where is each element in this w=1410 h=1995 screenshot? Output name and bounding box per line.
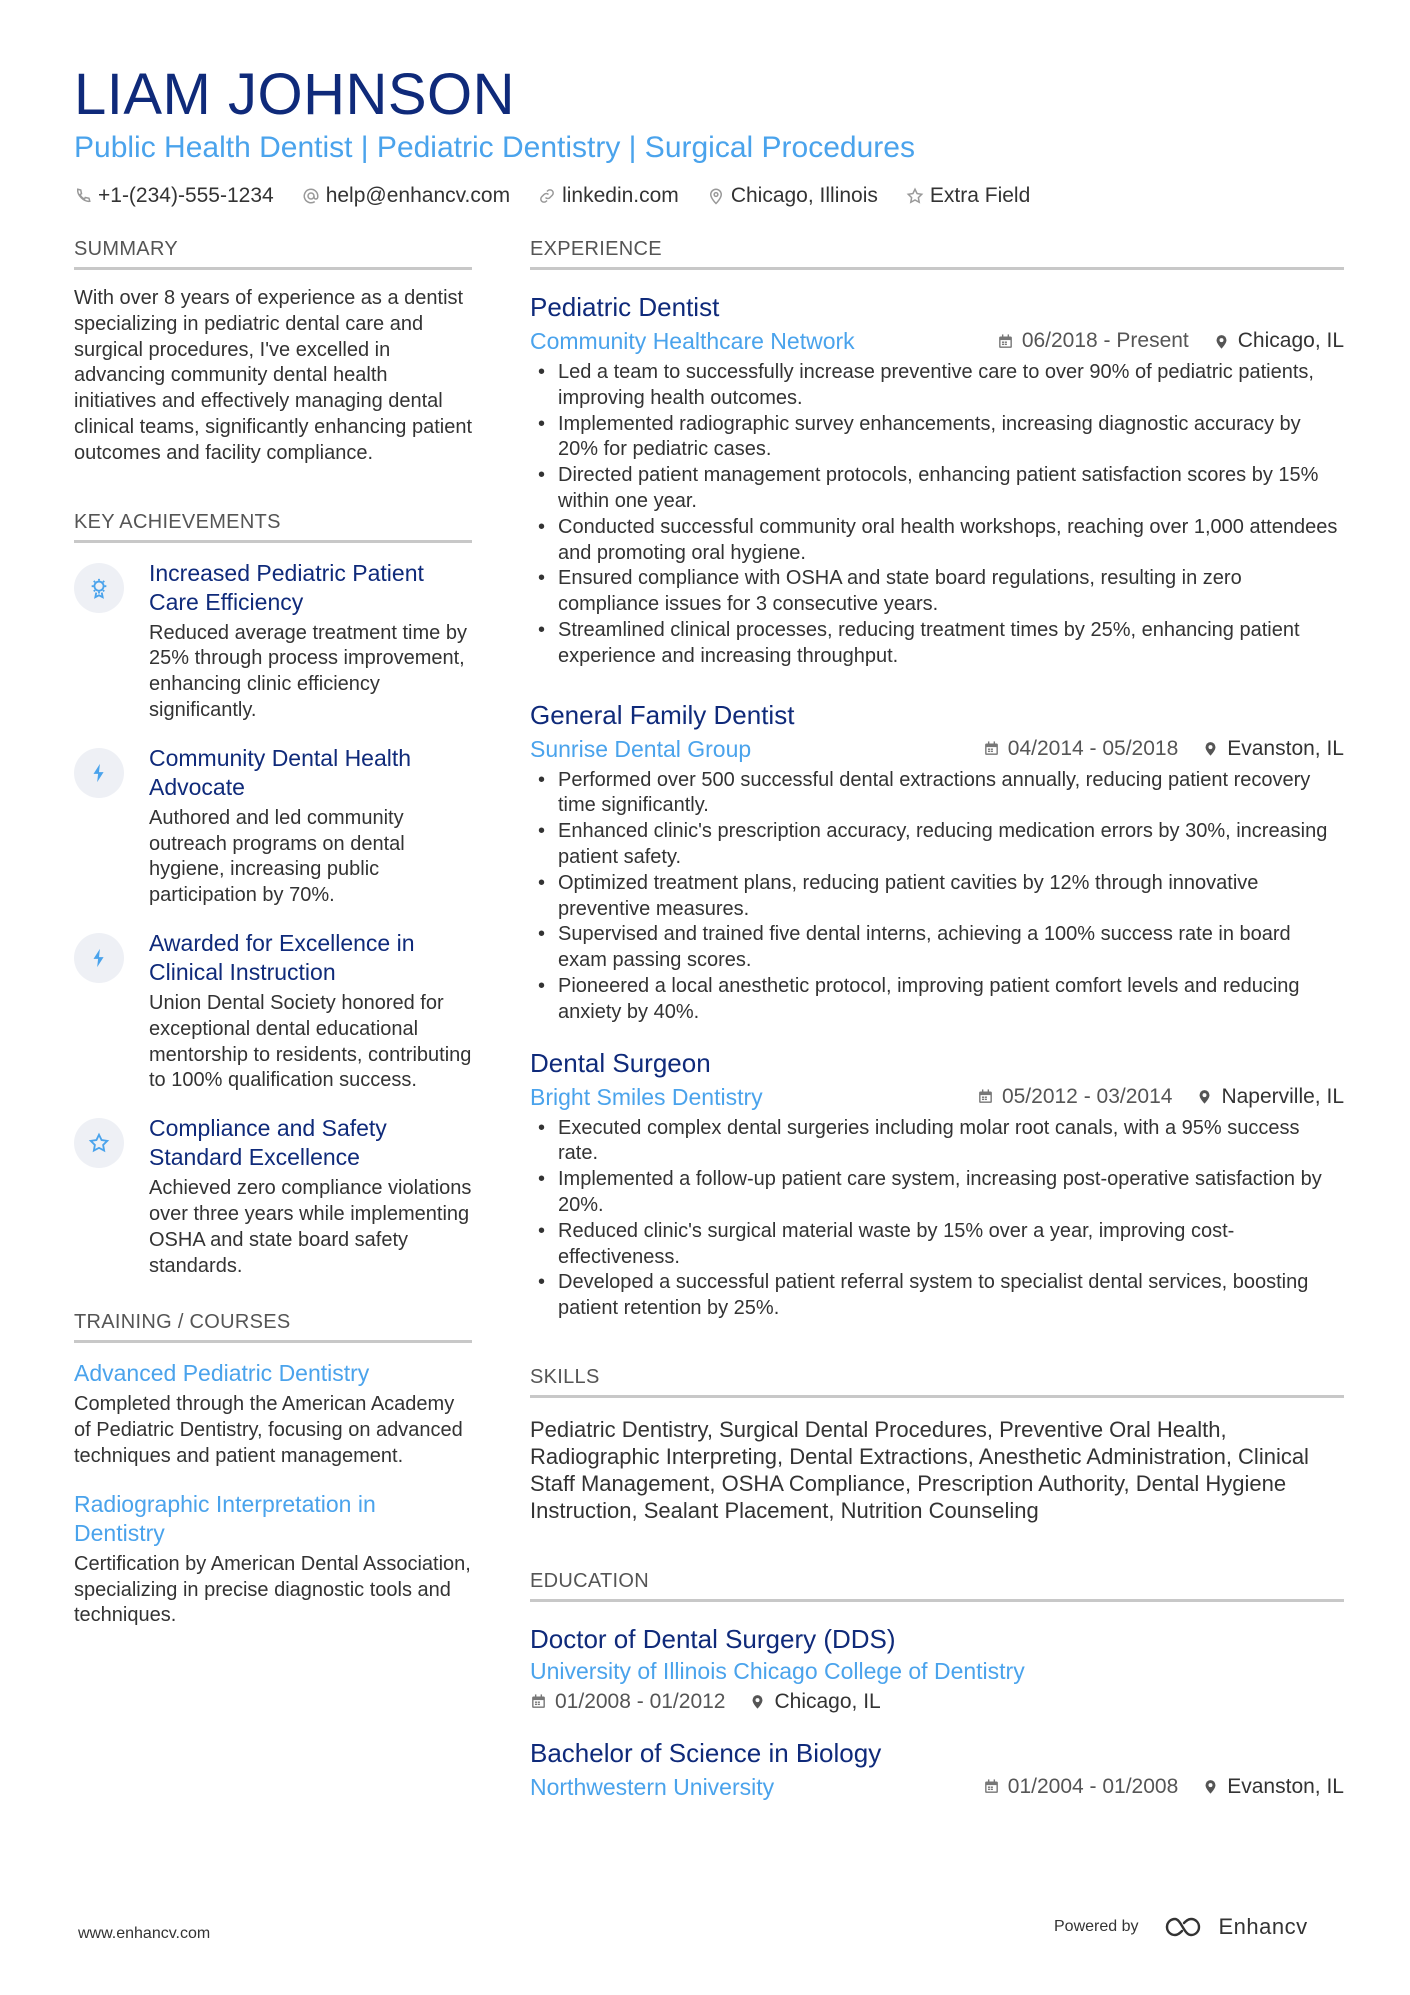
- star-icon: [74, 1118, 124, 1168]
- job-dates: [977, 1085, 1172, 1109]
- job-bullet: • Implemented radiographic survey enhancements, increasing diagnostic accuracy by 20% for pediatric cases.: [530, 412, 1344, 464]
- job-title: Dental Surgeon: [530, 1047, 711, 1078]
- contact-location: [707, 182, 878, 210]
- skills-section: [530, 1364, 1344, 1524]
- job-location: [1213, 329, 1344, 353]
- job-bullet: • Ensured compliance with OSHA and state board regulations, resulting in zero compliance issues for 3 consecutive years.: [530, 566, 1344, 618]
- education-dates: [983, 1775, 1178, 1799]
- summary-section: [74, 236, 472, 467]
- achievement-item: [74, 929, 472, 1094]
- job-meta: [530, 1082, 1344, 1112]
- education-entry: [530, 1736, 1344, 1802]
- job-dates: [997, 329, 1189, 353]
- summary-text: With over 8 years of experience as a dentist specializing in pediatric dental care and surgical procedures, I've excelled in advancing community dental health initiatives and effectively managing dental clinical teams, significantly enhancing patient outcomes and facility compliance.: [74, 287, 472, 464]
- achievement-desc: Authored and led community outreach programs on dental hygiene, increasing public participation by 70%.: [149, 806, 405, 907]
- job-bullet: • Supervised and trained five dental interns, achieving a 100% success rate in board exam passing scores.: [530, 922, 1344, 974]
- right-column: [530, 236, 1344, 1802]
- education-school: Northwestern University: [530, 1773, 775, 1800]
- link-icon: [538, 187, 556, 205]
- footer-branding: [1054, 1914, 1308, 1940]
- achievements-heading: KEY ACHIEVEMENTS: [74, 509, 472, 543]
- contact-linkedin[interactable]: [538, 182, 679, 210]
- location-pin-icon: [707, 187, 725, 205]
- job-entry: [530, 290, 1344, 670]
- calendar-icon: [997, 333, 1014, 350]
- contact-email[interactable]: [302, 182, 510, 210]
- bolt-icon: [74, 748, 124, 798]
- job-bullets: [530, 1116, 1344, 1322]
- education-meta: [530, 1772, 1344, 1802]
- candidate-name: LIAM JOHNSON: [74, 62, 516, 127]
- education-location: [1202, 1775, 1344, 1799]
- job-bullet: • Led a team to successfully increase preventive care to over 90% of pediatric patients, improving health outcomes.: [530, 360, 1344, 412]
- calendar-icon: [983, 1778, 1000, 1795]
- calendar-icon: [977, 1088, 994, 1105]
- job-meta: [530, 734, 1344, 764]
- experience-section: [530, 236, 1344, 1322]
- enhancv-logo-icon: [1163, 1914, 1209, 1940]
- achievement-title: Compliance and Safety Standard Excellence: [149, 1115, 387, 1171]
- achievement-item: [74, 1114, 472, 1279]
- job-bullet: • Executed complex dental surgeries including molar root canals, with a 95% success rate.: [530, 1116, 1344, 1168]
- candidate-headline: Public Health Dentist | Pediatric Dentistry | Surgical Procedures: [74, 131, 915, 164]
- job-company: Bright Smiles Dentistry: [530, 1083, 763, 1110]
- location-pin-icon: [1202, 740, 1219, 757]
- job-bullet: • Performed over 500 successful dental extractions annually, reducing patient recovery time significantly.: [530, 768, 1344, 820]
- education-dates-text: 01/2008 - 01/2012: [555, 1689, 726, 1713]
- training-section: [74, 1309, 472, 1629]
- contact-linkedin-text: linkedin.com: [562, 184, 679, 207]
- education-section: [530, 1568, 1344, 1802]
- job-entry: [530, 1046, 1344, 1322]
- course-desc: Completed through the American Academy of Pediatric Dentistry, focusing on advanced techniques and patient management.: [74, 1393, 463, 1467]
- location-pin-icon: [1202, 1778, 1219, 1795]
- education-heading: EDUCATION: [530, 1568, 1344, 1602]
- achievement-desc: Union Dental Society honored for exceptional dental educational mentorship to residents, contributing to 100% qualification success.: [149, 991, 472, 1092]
- calendar-icon: [983, 740, 1000, 757]
- location-pin-icon: [1196, 1088, 1213, 1105]
- job-company: Community Healthcare Network: [530, 328, 855, 354]
- job-dates-text: 04/2014 - 05/2018: [1007, 736, 1179, 760]
- job-location: [1202, 737, 1344, 761]
- job-meta: [530, 326, 1344, 356]
- achievement-item: [74, 559, 472, 724]
- job-bullet: • Pioneered a local anesthetic protocol, improving patient comfort levels and reducing anxiety by 40%.: [530, 974, 1344, 1026]
- calendar-icon: [530, 1693, 547, 1710]
- education-dates: [530, 1690, 725, 1714]
- achievement-desc: Achieved zero compliance violations over three years while implementing OSHA and state board safety standards.: [149, 1177, 472, 1277]
- star-icon: [906, 187, 924, 205]
- course-item: [74, 1490, 472, 1629]
- phone-icon: [74, 187, 92, 205]
- education-school: University of Illinois Chicago College of Dentistry: [530, 1657, 1025, 1684]
- job-title: General Family Dentist: [530, 699, 795, 730]
- resume-header: [74, 62, 1354, 210]
- job-location-text: Naperville, IL: [1221, 1084, 1344, 1108]
- job-bullet: • Streamlined clinical processes, reducing treatment times by 25%, enhancing patient experience and increasing throughput.: [530, 618, 1344, 670]
- course-title: Radiographic Interpretation in Dentistry: [74, 1490, 376, 1546]
- bolt-icon: [74, 933, 124, 983]
- location-pin-icon: [749, 1693, 766, 1710]
- education-degree: Bachelor of Science in Biology: [530, 1737, 882, 1768]
- achievement-title: Community Dental Health Advocate: [149, 744, 412, 800]
- skills-heading: SKILLS: [530, 1364, 1344, 1398]
- contact-extra-text: Extra Field: [929, 184, 1031, 207]
- job-dates-text: 05/2012 - 03/2014: [1001, 1084, 1173, 1108]
- course-desc: Certification by American Dental Association, specializing in precise diagnostic tools and techniques.: [74, 1552, 471, 1627]
- contact-email-text: help@enhancv.com: [325, 184, 511, 207]
- education-location: [749, 1690, 880, 1714]
- education-entry: [530, 1622, 1344, 1714]
- skills-text: Pediatric Dentistry, Surgical Dental Procedures, Preventive Oral Health, Radiographic Interpreting, Dental Extractions, Anesthetic Administration, Clinical Staff Management, OSHA Compliance, Prescription Authority, Dental Hygiene Instruction, Sealant Placement, Nutrition Counseling: [530, 1416, 1309, 1523]
- brand-name: Enhancv: [1218, 1914, 1308, 1939]
- achievements-section: [74, 509, 472, 1280]
- education-degree: Doctor of Dental Surgery (DDS): [530, 1623, 896, 1654]
- job-bullet: • Enhanced clinic's prescription accuracy, reducing medication errors by 30%, increasing patient safety.: [530, 819, 1344, 871]
- contact-extra: [906, 182, 1030, 210]
- job-entry: [530, 698, 1344, 1026]
- contact-bar: [74, 182, 1354, 210]
- job-title: Pediatric Dentist: [530, 292, 720, 322]
- at-icon: [302, 187, 320, 205]
- job-bullet: • Optimized treatment plans, reducing patient cavities by 12% through innovative preventive measures.: [530, 871, 1344, 923]
- award-icon: [74, 563, 124, 613]
- course-item: [74, 1359, 472, 1469]
- education-meta: [530, 1690, 1344, 1714]
- location-pin-icon: [1213, 333, 1230, 350]
- job-bullet: • Developed a successful patient referral system to specialist dental services, boosting patient retention by 25%.: [530, 1270, 1344, 1322]
- brand-logo[interactable]: [1163, 1914, 1308, 1940]
- experience-heading: EXPERIENCE: [530, 236, 1344, 270]
- job-location-text: Evanston, IL: [1227, 736, 1344, 760]
- job-company: Sunrise Dental Group: [530, 735, 752, 762]
- job-dates-text: 06/2018 - Present: [1021, 329, 1189, 352]
- course-title: Advanced Pediatric Dentistry: [74, 1360, 370, 1387]
- achievement-desc: Reduced average treatment time by 25% through process improvement, enhancing clinic efficiency significantly.: [149, 621, 467, 721]
- powered-by-text: Powered by: [1054, 1918, 1139, 1935]
- summary-heading: SUMMARY: [74, 236, 472, 270]
- contact-location-text: Chicago, Illinois: [730, 184, 878, 207]
- contact-phone-text: +1-(234)-555-1234: [98, 184, 274, 207]
- job-location: [1196, 1085, 1344, 1109]
- contact-phone[interactable]: [74, 182, 274, 210]
- left-column: [74, 236, 472, 1629]
- achievement-item: [74, 744, 472, 909]
- education-dates-text: 01/2004 - 01/2008: [1007, 1774, 1179, 1798]
- education-location-text: Chicago, IL: [774, 1689, 881, 1713]
- footer-website[interactable]: www.enhancv.com: [78, 1925, 211, 1942]
- achievement-title: Increased Pediatric Patient Care Efficiency: [149, 559, 424, 615]
- job-location-text: Chicago, IL: [1237, 329, 1344, 352]
- achievements-list: [74, 559, 472, 1280]
- job-dates: [983, 737, 1178, 761]
- job-bullet: • Conducted successful community oral health workshops, reaching over 1,000 attendees and promoting oral hygiene.: [530, 515, 1344, 567]
- achievement-title: Awarded for Excellence in Clinical Instruction: [149, 929, 415, 985]
- training-heading: TRAINING / COURSES: [74, 1309, 472, 1343]
- job-bullets: [530, 360, 1344, 670]
- education-location-text: Evanston, IL: [1227, 1774, 1344, 1798]
- job-bullet: • Implemented a follow-up patient care system, increasing post-operative satisfaction by 20%.: [530, 1167, 1344, 1219]
- job-bullet: • Directed patient management protocols, enhancing patient satisfaction scores by 15% within one year.: [530, 463, 1344, 515]
- job-bullet: • Reduced clinic's surgical material waste by 15% over a year, improving cost-effectiveness.: [530, 1219, 1344, 1271]
- job-bullets: [530, 768, 1344, 1026]
